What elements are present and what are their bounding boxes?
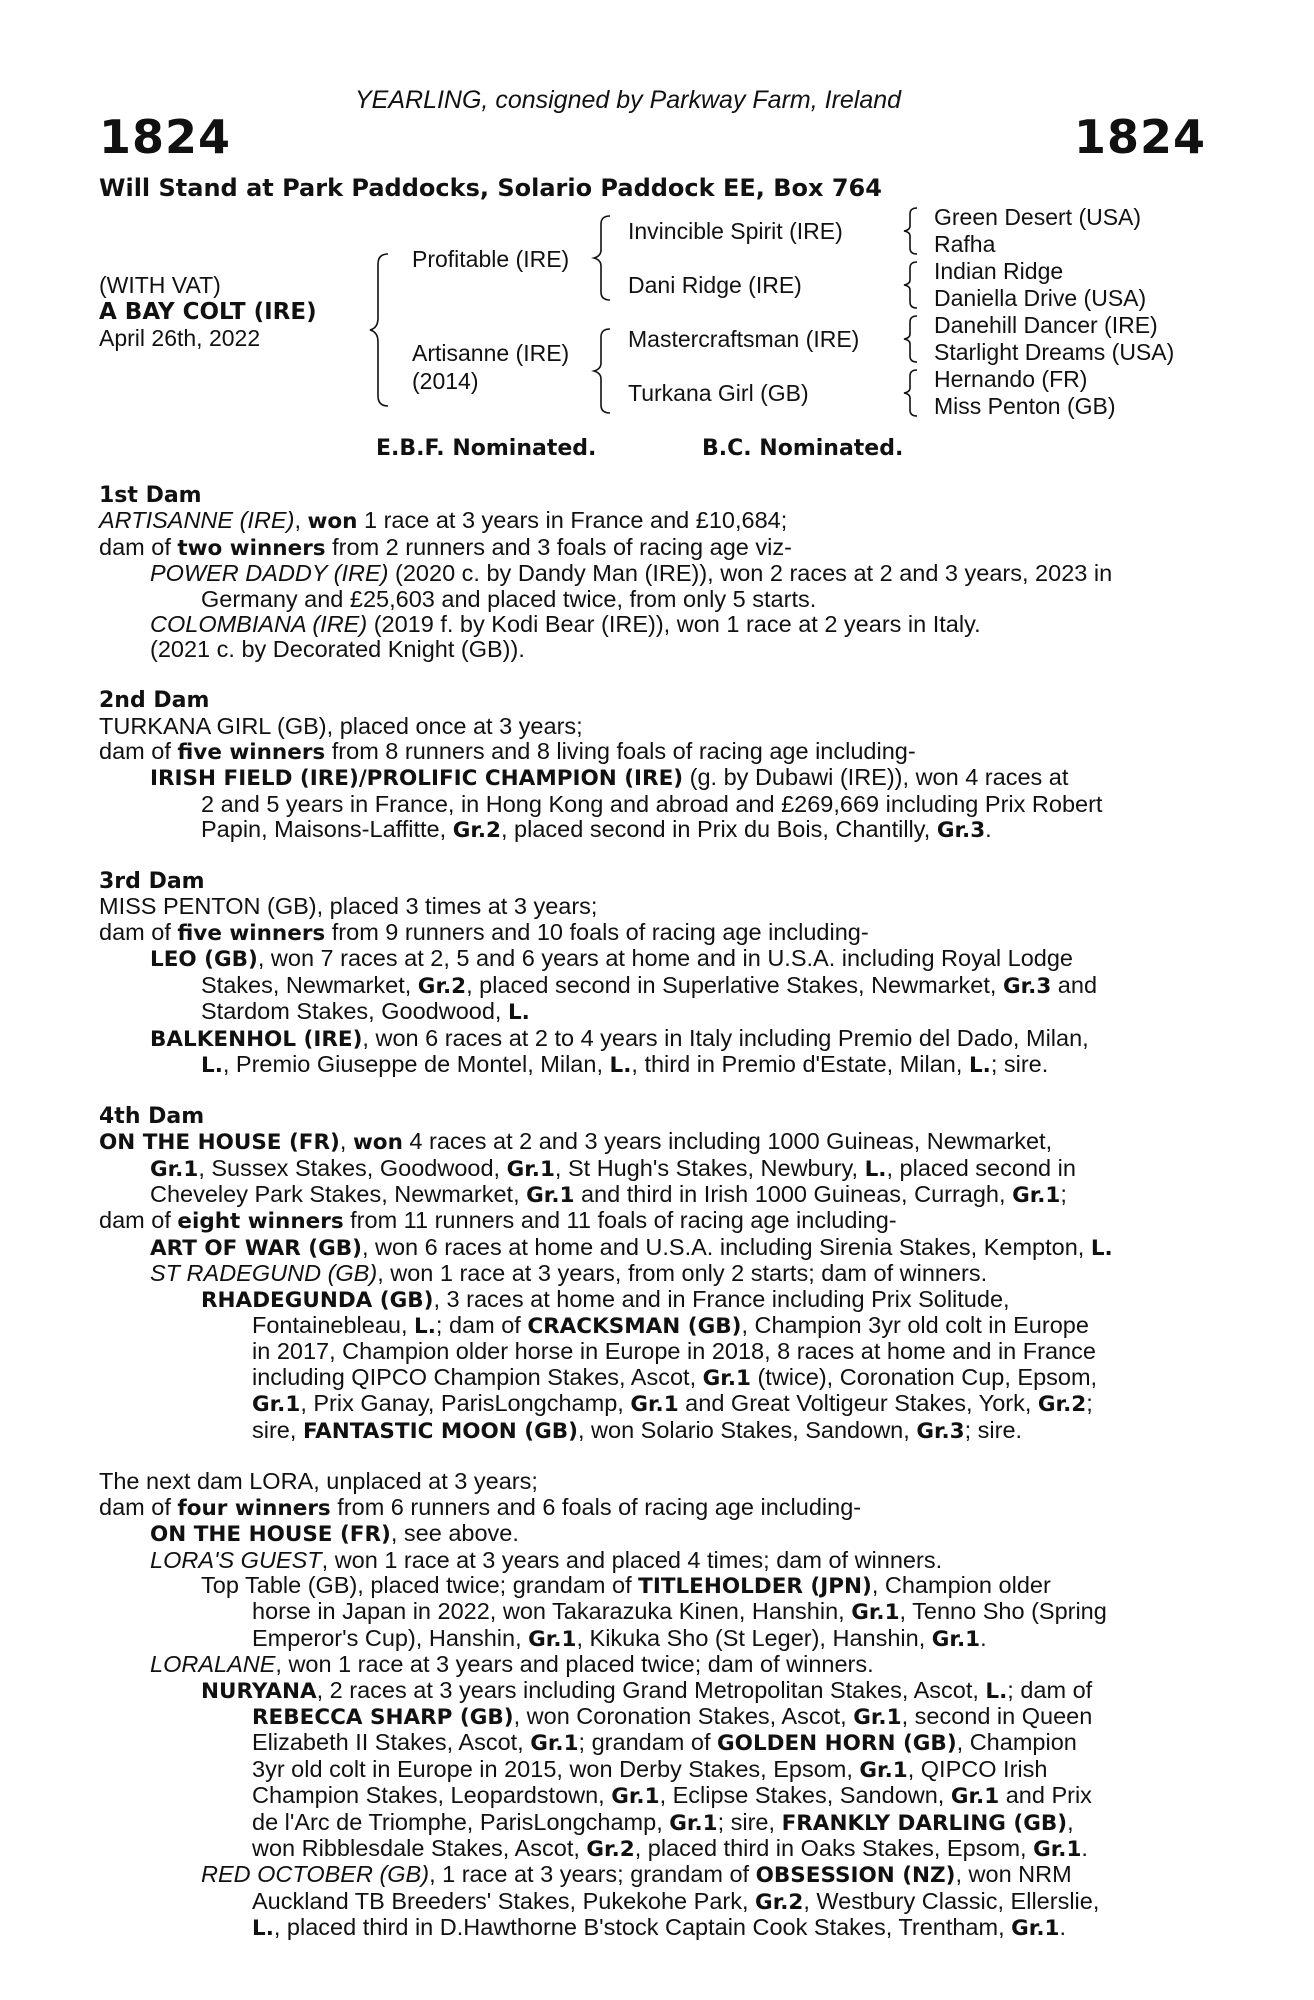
next-progeny-3: LORALANE, won 1 race at 3 years and placed twice; dam of winners.: [150, 1651, 874, 1678]
dam4-progeny-2-foal-cont5: sire, FANTASTIC MOON (GB), won Solario Stakes, Sandown, Gr.3; sire.: [252, 1416, 1023, 1444]
next-progeny-2: LORA'S GUEST, won 1 race at 3 years and placed 4 times; dam of winners.: [150, 1546, 943, 1573]
next-progeny-3-foal-cont6: won Ribblesdale Stakes, Ascot, Gr.2, placed third in Oaks Stakes, Epsom, Gr.1.: [252, 1835, 1088, 1863]
next-progeny-2-foal-cont1: horse in Japan in 2022, won Takarazuka Kinen, Hanshin, Gr.1, Tenno Sho (Spring: [252, 1598, 1107, 1626]
pedigree-brace-ss: [900, 204, 922, 258]
dam2-progeny-1: IRISH FIELD (IRE)/PROLIFIC CHAMPION (IRE) (g. by Dubawi (IRE)), won 4 races at: [150, 764, 1069, 792]
next-progeny-3-foal-cont4: Champion Stakes, Leopardstown, Gr.1, Eclipse Stakes, Sandown, Gr.1 and Prix: [252, 1782, 1092, 1810]
dam4-progeny-1: ART OF WAR (GB), won 6 races at home and U.S.A. including Sirenia Stakes, Kempton, L.: [150, 1233, 1113, 1261]
dam3-produce: dam of five winners from 9 runners and 10 foals of racing age including-: [99, 918, 869, 946]
pedigree-sire-dam: Dani Ridge (IRE): [628, 272, 802, 298]
dam1-progeny-1: POWER DADDY (IRE) (2020 c. by Dandy Man (IRE)), won 2 races at 2 and 3 years, 2023 in: [150, 560, 1113, 587]
pedigree-sire-sire: Invincible Spirit (IRE): [628, 218, 843, 244]
foaling-date: April 26th, 2022: [99, 325, 261, 351]
pedigree-brace-dam: [590, 325, 616, 415]
pedigree-dam-sire: Mastercraftsman (IRE): [628, 326, 860, 352]
next-progeny-2-foal-cont2: Emperor's Cup), Hanshin, Gr.1, Kikuka Sho (St Leger), Hanshin, Gr.1.: [252, 1624, 987, 1652]
dam4-progeny-2-foal-cont4: Gr.1, Prix Ganay, ParisLongchamp, Gr.1 and Great Voltigeur Stakes, York, Gr.2;: [252, 1390, 1093, 1418]
dam2-record: TURKANA GIRL (GB), placed once at 3 years;: [99, 712, 583, 739]
dam3-progeny-1: LEO (GB), won 7 races at 2, 5 and 6 years at home and in U.S.A. including Royal Lodge: [150, 945, 1073, 973]
next-progeny-3-foal-cont3: 3yr old colt in Europe in 2015, won Derby Stakes, Epsom, Gr.1, QIPCO Irish: [252, 1755, 1048, 1783]
dam4-heading: 4th Dam: [99, 1103, 205, 1129]
pedigree-dam-year: (2014): [412, 368, 479, 394]
ebf-nomination: E.B.F. Nominated.: [376, 436, 597, 461]
next-progeny-3-foal-2-cont2: L., placed third in D.Hawthorne B'stock Captain Cook Stakes, Trentham, Gr.1.: [252, 1914, 1066, 1942]
next-progeny-1: ON THE HOUSE (FR), see above.: [150, 1520, 519, 1548]
next-progeny-3-foal-2-cont1: Auckland TB Breeders' Stakes, Pukekohe Park, Gr.2, Westbury Classic, Ellerslie,: [252, 1887, 1100, 1915]
pedigree-brace-ds: [900, 312, 922, 366]
dam3-progeny-2: BALKENHOL (IRE), won 6 races at 2 to 4 years in Italy including Premio del Dado, Milan,: [150, 1024, 1089, 1052]
next-progeny-3-foal-cont1: REBECCA SHARP (GB), won Coronation Stakes, Ascot, Gr.1, second in Queen: [252, 1703, 1093, 1731]
dam4-record: ON THE HOUSE (FR), won 4 races at 2 and 3 years including 1000 Guineas, Newmarket,: [99, 1128, 1053, 1156]
dam4-record-cont2: Cheveley Park Stakes, Newmarket, Gr.1 and third in Irish 1000 Guineas, Curragh, Gr.1;: [150, 1180, 1067, 1208]
lot-number-left: 1824: [99, 110, 232, 164]
pedigree-sdd: Daniella Drive (USA): [934, 285, 1147, 311]
next-dam-record: The next dam LORA, unplaced at 3 years;: [99, 1468, 538, 1495]
dam4-produce: dam of eight winners from 11 runners and 11 foals of racing age including-: [99, 1207, 897, 1235]
pedigree-sss: Green Desert (USA): [934, 204, 1142, 230]
dam4-progeny-2-foal-cont1: Fontainebleau, L.; dam of CRACKSMAN (GB), Champion 3yr old colt in Europe: [252, 1311, 1089, 1339]
next-progeny-3-foal-cont5: de l'Arc de Triomphe, ParisLongchamp, Gr.1; sire, FRANKLY DARLING (GB),: [252, 1808, 1074, 1836]
next-dam-produce: dam of four winners from 6 runners and 6 foals of racing age including-: [99, 1493, 862, 1521]
pedigree-dam-dam: Turkana Girl (GB): [628, 380, 809, 406]
dam3-progeny-2-cont: L., Premio Giuseppe de Montel, Milan, L., third in Premio d'Estate, Milan, L.; sire.: [201, 1050, 1049, 1078]
dam2-progeny-1-cont2: Papin, Maisons-Laffitte, Gr.2, placed second in Prix du Bois, Chantilly, Gr.3.: [201, 816, 992, 844]
pedigree-brace-main: [366, 250, 396, 410]
dam1-progeny-2: COLOMBIANA (IRE) (2019 f. by Kodi Bear (IRE)), won 1 race at 2 years in Italy.: [150, 611, 981, 638]
dam4-progeny-2: ST RADEGUND (GB), won 1 race at 3 years, from only 2 starts; dam of winners.: [150, 1260, 988, 1287]
dam2-produce: dam of five winners from 8 runners and 8 living foals of racing age including-: [99, 738, 916, 766]
dam1-progeny-1-cont: Germany and £25,603 and placed twice, from only 5 starts.: [201, 585, 817, 612]
pedigree-brace-dd: [900, 366, 922, 420]
lot-title: A BAY COLT (IRE): [99, 299, 317, 325]
pedigree-ssd: Rafha: [934, 231, 996, 257]
bc-nomination: B.C. Nominated.: [702, 436, 904, 461]
pedigree-ddd: Miss Penton (GB): [934, 393, 1116, 419]
pedigree-dsd: Starlight Dreams (USA): [934, 339, 1175, 365]
dam2-heading: 2nd Dam: [99, 688, 210, 714]
next-progeny-2-foal: Top Table (GB), placed twice; grandam of TITLEHOLDER (JPN), Champion older: [201, 1572, 1051, 1599]
vat-note: (WITH VAT): [99, 272, 221, 298]
dam4-progeny-2-foal: RHADEGUNDA (GB), 3 races at home and in France including Prix Solitude,: [201, 1285, 1010, 1313]
pedigree-dam: Artisanne (IRE): [412, 340, 570, 366]
consignor-line: YEARLING, consigned by Parkway Farm, Ireland: [355, 86, 902, 114]
stabling-location: Will Stand at Park Paddocks, Solario Paddock EE, Box 764: [99, 174, 882, 202]
dam3-progeny-1-cont2: Stardom Stakes, Goodwood, L.: [201, 998, 530, 1026]
dam3-record: MISS PENTON (GB), placed 3 times at 3 years;: [99, 893, 598, 920]
pedigree-brace-sd: [900, 258, 922, 312]
dam4-progeny-2-foal-cont2: in 2017, Champion older horse in Europe in 2018, 8 races at home and in France: [252, 1338, 1096, 1365]
pedigree-sire: Profitable (IRE): [412, 246, 570, 272]
next-progeny-3-foal-2: RED OCTOBER (GB), 1 race at 3 years; grandam of OBSESSION (NZ), won NRM: [201, 1861, 1072, 1889]
next-progeny-3-foal-cont2: Elizabeth II Stakes, Ascot, Gr.1; grandam of GOLDEN HORN (GB), Champion: [252, 1729, 1077, 1757]
next-progeny-3-foal: NURYANA, 2 races at 3 years including Grand Metropolitan Stakes, Ascot, L.; dam of: [201, 1676, 1093, 1704]
dam1-progeny-3: (2021 c. by Decorated Knight (GB)).: [150, 636, 525, 663]
lot-number-right: 1824: [1073, 110, 1206, 164]
dam1-produce: dam of two winners from 2 runners and 3 foals of racing age viz-: [99, 533, 792, 561]
dam4-progeny-2-foal-cont3: including QIPCO Champion Stakes, Ascot, Gr.1 (twice), Coronation Cup, Epsom,: [252, 1363, 1098, 1391]
dam1-heading: 1st Dam: [99, 483, 202, 508]
pedigree-dss: Danehill Dancer (IRE): [934, 312, 1158, 338]
catalogue-body: [99, 483, 1205, 1942]
dam2-progeny-1-cont: 2 and 5 years in France, in Hong Kong and abroad and £269,669 including Prix Robert: [201, 790, 1103, 817]
dam1-record: ARTISANNE (IRE), won 1 race at 3 years in France and £10,684;: [99, 507, 788, 535]
pedigree-dds: Hernando (FR): [934, 366, 1088, 392]
dam3-progeny-1-cont: Stakes, Newmarket, Gr.2, placed second in Superlative Stakes, Newmarket, Gr.3 and: [201, 971, 1098, 999]
pedigree-sds: Indian Ridge: [934, 258, 1064, 284]
dam4-record-cont: Gr.1, Sussex Stakes, Goodwood, Gr.1, St Hugh's Stakes, Newbury, L., placed second in: [150, 1154, 1076, 1182]
dam3-heading: 3rd Dam: [99, 869, 205, 895]
pedigree-brace-sire: [590, 212, 616, 302]
